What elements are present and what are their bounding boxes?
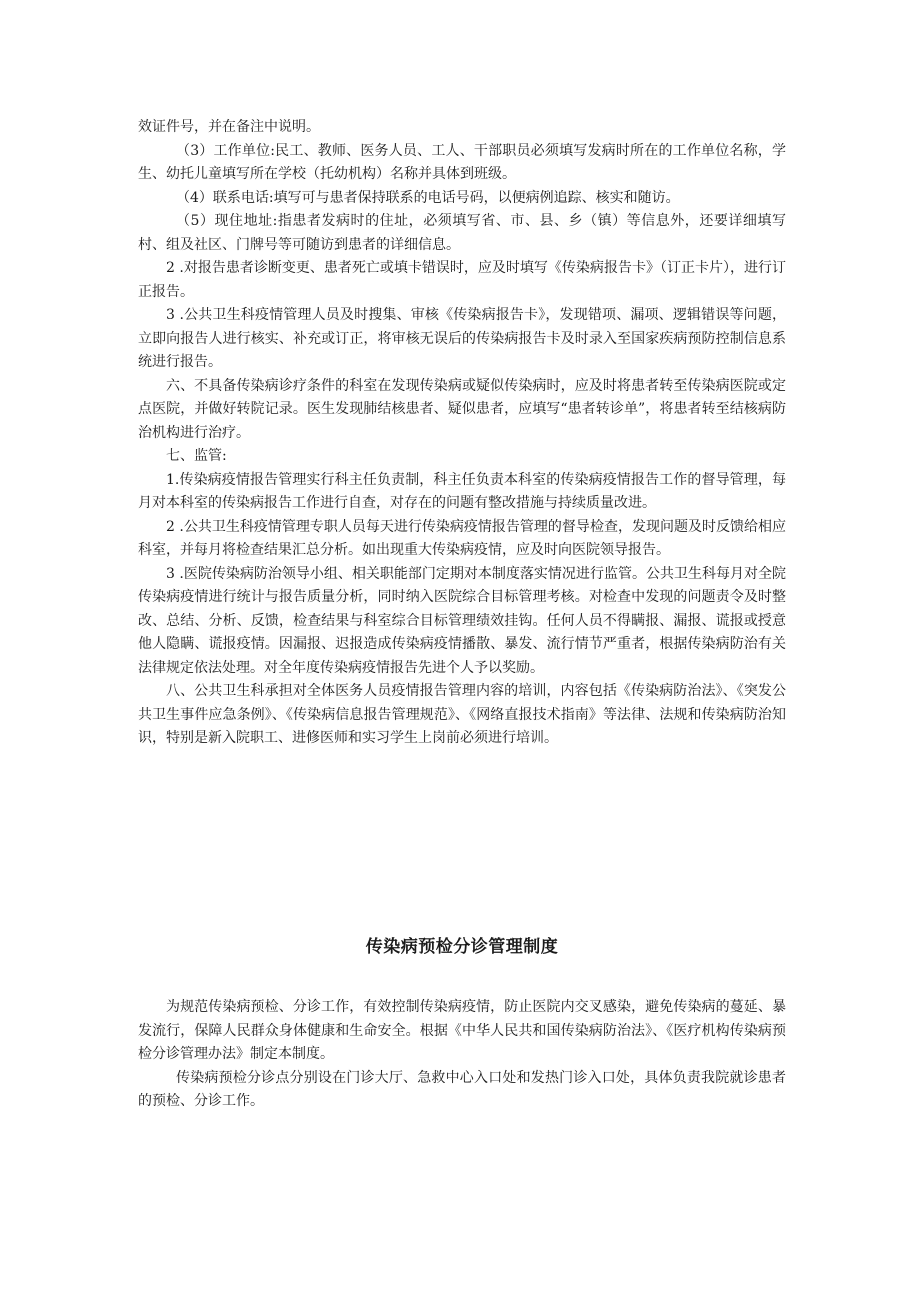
paragraph-work-unit: （3）工作单位:民工、教师、医务人员、工人、干部职员必须填写发病时所在的工作单位名称，学生、幼托儿童填写所在学校（托幼机构）名称并具体到班级。 [138, 142, 786, 182]
paragraph-section-eight: 八、公共卫生科承担对全体医务人员疫情报告管理内容的培训，内容包括《传染病防治法》、《突发公共卫生事件应急条例》、《传染病信息报告管理规范》、《网络直报技术指南》等法律、法规和传染病防治知识，特别是新入院职工、进修医师和实习学生上岗前必须进行培训。 [138, 683, 786, 746]
paragraph-address: （5）现住地址:指患者发病时的住址，必须填写省、市、县、乡（镇）等信息外，还要详细填写村、组及社区、门牌号等可随访到患者的详细信息。 [138, 213, 786, 253]
paragraph-triage-purpose: 为规范传染病预检、分诊工作，有效控制传染病疫情，防止医院内交叉感染，避免传染病的蔓延、暴发流行，保障人民群众身体健康和生命安全。根据《中华人民共和国传染病防治法》、《医疗机构传染病预检分诊管理办法》制定本制度。 [138, 999, 786, 1062]
page-title: 传染病预检分诊管理制度 [365, 937, 559, 957]
paragraph-id-note: 效证件号，并在备注中说明。 [138, 119, 320, 135]
paragraph-triage-locations: 传染病预检分诊点分别设在门诊大厅、急救中心入口处和发热门诊入口处，具体负责我院就诊患者的预检、分诊工作。 [138, 1069, 786, 1109]
paragraph-supervision-3: 3 .医院传染病防治领导小组、相关职能部门定期对本制度落实情况进行监管。公共卫生科每月对全院传染病疫情进行统计与报告质量分析，同时纳入医院综合目标管理考核。对检查中发现的问题责令及时整改、总结、分析、反馈，检查结果与科室综合目标管理绩效挂钩。任何人员不得瞒报、漏报、谎报或授意他人隐瞒、谎报疫情。因漏报、迟报造成传染病疫情播散、暴发、流行情节严重者，根据传染病防治有关法律规定依法处理。对全年度传染病疫情报告先进个人予以奖励。 [138, 565, 786, 676]
paragraph-section-six: 六、不具备传染病诊疗条件的科室在发现传染病或疑似传染病时，应及时将患者转至传染病医院或定点医院，并做好转院记录。医生发现肺结核患者、疑似患者，应填写“患者转诊单”，将患者转至结核病防治机构进行治疗。 [138, 377, 786, 441]
section-reporting-rules [138, 116, 786, 751]
paragraph-correction-report: 2 .对报告患者诊断变更、患者死亡或填卡错误时，应及时填写《传染病报告卡》（订正卡片），进行订正报告。 [138, 260, 786, 300]
paragraph-supervision-1: 1.传染病疫情报告管理实行科主任负责制，科主任负责本科室的传染病疫情报告工作的督导管理，每月对本科室的传染病报告工作进行自查，对存在的问题有整改措施与持续质量改进。 [138, 471, 786, 511]
paragraph-phone: （4）联系电话:填写可与患者保持联系的电话号码，以便病例追踪、核实和随访。 [176, 189, 680, 206]
paragraph-card-review: 3 .公共卫生科疫情管理人员及时搜集、审核《传染病报告卡》，发现错项、漏项、逻辑错误等问题，立即向报告人进行核实、补充或订正，将审核无误后的传染病报告卡及时录入至国家疾病预防控制信息系统进行报告。 [138, 307, 786, 370]
heading-supervision: 七、监管: [166, 448, 227, 464]
section-triage-rules [138, 996, 786, 1114]
paragraph-supervision-2: 2 .公共卫生科疫情管理专职人员每天进行传染病疫情报告管理的督导检查，发现问题及时反馈给相应科室，并每月将检查结果汇总分析。如出现重大传染病疫情，应及时向医院领导报告。 [138, 518, 786, 558]
